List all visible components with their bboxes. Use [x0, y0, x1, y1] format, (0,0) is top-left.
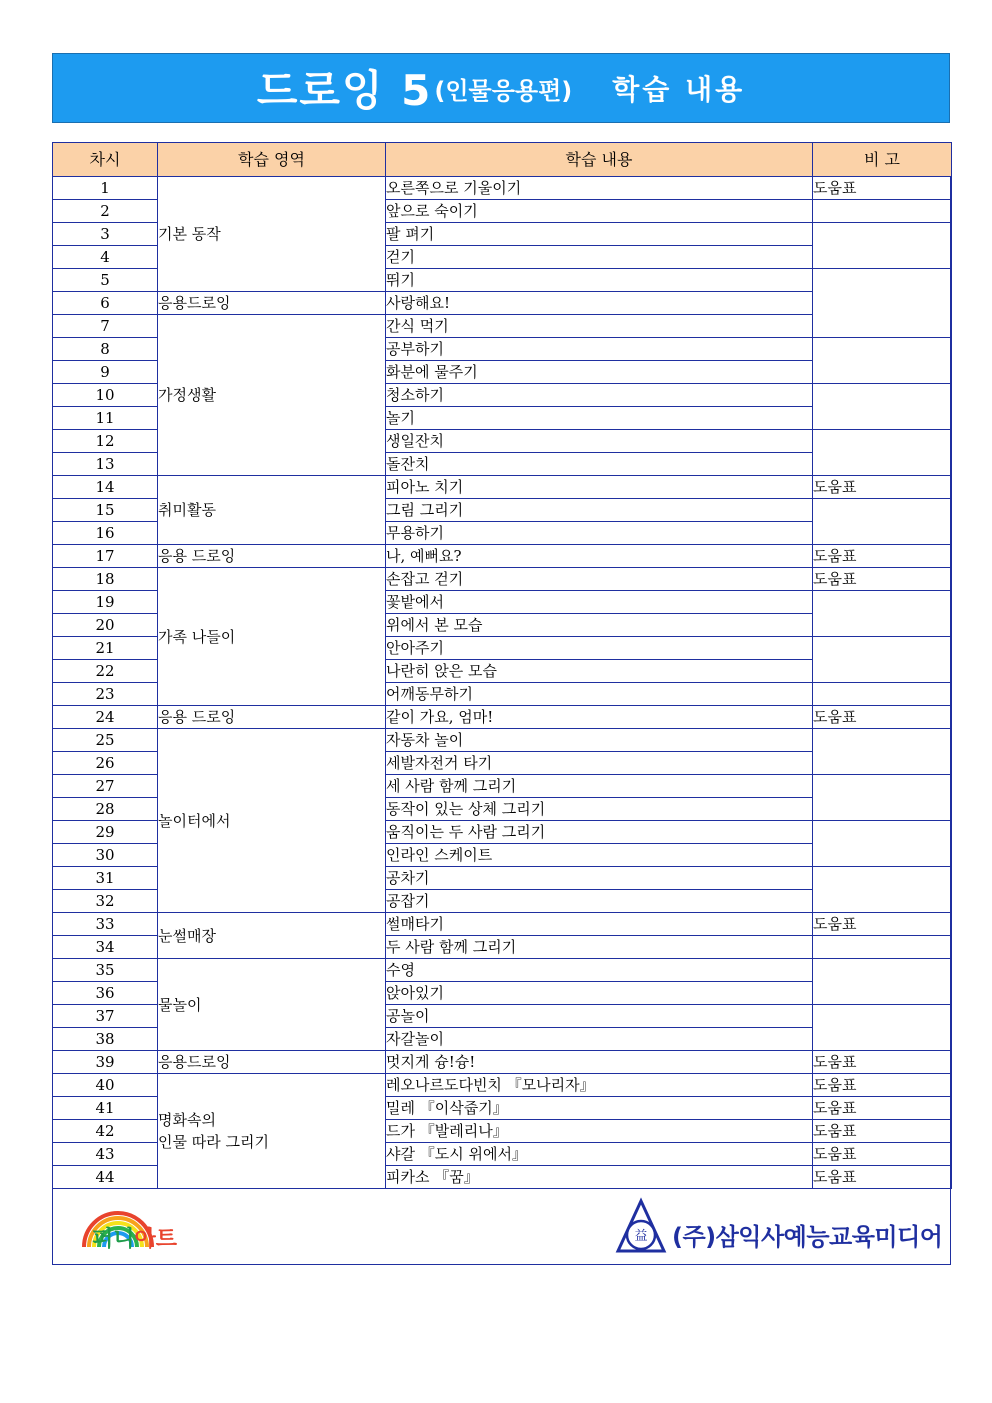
row-content: 세 사람 함께 그리기 [386, 775, 813, 798]
row-num: 31 [53, 867, 158, 890]
row-content: 놀기 [386, 407, 813, 430]
row-content: 자갈놀이 [386, 1028, 813, 1051]
row-num: 19 [53, 591, 158, 614]
row-content: 수영 [386, 959, 813, 982]
row-num: 32 [53, 890, 158, 913]
row-num: 35 [53, 959, 158, 982]
row-content: 피카소 『꿈』 [386, 1166, 813, 1189]
row-num: 39 [53, 1051, 158, 1074]
table-row [53, 177, 952, 200]
row-num: 20 [53, 614, 158, 637]
row-note [813, 200, 952, 223]
header-num: 차시 [53, 143, 158, 177]
table-row [53, 1074, 952, 1097]
header-content: 학습 내용 [386, 143, 813, 177]
row-num: 30 [53, 844, 158, 867]
row-num: 41 [53, 1097, 158, 1120]
table-row [53, 568, 952, 591]
row-content: 뛰기 [386, 269, 813, 292]
row-note: 도움표 [813, 1143, 952, 1166]
row-num: 21 [53, 637, 158, 660]
row-note [813, 384, 952, 430]
row-content: 앞으로 숙이기 [386, 200, 813, 223]
row-note: 도움표 [813, 1120, 952, 1143]
row-content: 두 사람 함께 그리기 [386, 936, 813, 959]
row-num: 10 [53, 384, 158, 407]
area-cell: 물놀이 [158, 959, 386, 1051]
table-row [53, 476, 952, 499]
row-note: 도움표 [813, 913, 952, 936]
row-content: 드가 『발레리나』 [386, 1120, 813, 1143]
row-content: 위에서 본 모습 [386, 614, 813, 637]
row-note [813, 867, 952, 913]
row-content: 나, 예뻐요? [386, 545, 813, 568]
row-note [813, 683, 952, 706]
funnyart-logo-text: 퍼니아트 [92, 1227, 178, 1252]
row-num: 38 [53, 1028, 158, 1051]
area-cell-masterpiece [158, 1074, 386, 1189]
row-content: 안아주기 [386, 637, 813, 660]
row-note: 도움표 [813, 568, 952, 591]
row-num: 18 [53, 568, 158, 591]
row-note [813, 499, 952, 545]
row-num: 42 [53, 1120, 158, 1143]
row-num: 7 [53, 315, 158, 338]
row-num: 3 [53, 223, 158, 246]
row-note [813, 1005, 952, 1051]
area-cell: 응용 드로잉 [158, 706, 386, 729]
row-note: 도움표 [813, 1051, 952, 1074]
row-content: 화분에 물주기 [386, 361, 813, 384]
area-line: 명화속의 [158, 1111, 216, 1129]
row-num: 17 [53, 545, 158, 568]
curriculum-table [52, 142, 952, 1189]
row-content: 무용하기 [386, 522, 813, 545]
row-content: 어깨동무하기 [386, 683, 813, 706]
row-num: 15 [53, 499, 158, 522]
row-num: 8 [53, 338, 158, 361]
row-note [813, 430, 952, 476]
row-content: 청소하기 [386, 384, 813, 407]
row-content: 걷기 [386, 246, 813, 269]
table-row [53, 913, 952, 936]
row-content: 생일잔치 [386, 430, 813, 453]
row-num: 29 [53, 821, 158, 844]
area-cell: 기본 동작 [158, 177, 386, 292]
row-num: 5 [53, 269, 158, 292]
company-name: (주)삼익사예능교육미디어 [672, 1223, 943, 1251]
row-num: 34 [53, 936, 158, 959]
row-num: 13 [53, 453, 158, 476]
row-num: 43 [53, 1143, 158, 1166]
row-note [813, 821, 952, 867]
row-num: 12 [53, 430, 158, 453]
row-content: 오른쪽으로 기울이기 [386, 177, 813, 200]
table-row [53, 1051, 952, 1074]
row-num: 11 [53, 407, 158, 430]
row-num: 6 [53, 292, 158, 315]
row-note: 도움표 [813, 706, 952, 729]
table-header-row [53, 143, 952, 177]
page-title-right: 학습 내용 [612, 73, 746, 106]
row-note [813, 223, 952, 269]
row-content: 그림 그리기 [386, 499, 813, 522]
table-row [53, 706, 952, 729]
row-content: 공차기 [386, 867, 813, 890]
row-note [813, 729, 952, 775]
row-content: 피아노 치기 [386, 476, 813, 499]
table-row [53, 959, 952, 982]
row-content: 사랑해요! [386, 292, 813, 315]
row-num: 37 [53, 1005, 158, 1028]
row-num: 26 [53, 752, 158, 775]
row-num: 27 [53, 775, 158, 798]
row-num: 23 [53, 683, 158, 706]
area-line: 인물 따라 그리기 [158, 1133, 269, 1151]
table-row [53, 545, 952, 568]
row-content: 공놀이 [386, 1005, 813, 1028]
table-row [53, 729, 952, 752]
header-note: 비 고 [813, 143, 952, 177]
row-note [813, 591, 952, 637]
row-num: 44 [53, 1166, 158, 1189]
row-num: 36 [53, 982, 158, 1005]
row-note [813, 775, 952, 821]
area-cell: 눈썰매장 [158, 913, 386, 959]
row-num: 40 [53, 1074, 158, 1097]
row-num: 25 [53, 729, 158, 752]
title-bar [52, 53, 950, 123]
row-num: 4 [53, 246, 158, 269]
row-content: 움직이는 두 사람 그리기 [386, 821, 813, 844]
row-note [813, 269, 952, 338]
row-content: 앉아있기 [386, 982, 813, 1005]
row-content: 같이 가요, 엄마! [386, 706, 813, 729]
area-cell: 취미활동 [158, 476, 386, 545]
page-title: 드로잉 5 [256, 66, 433, 115]
row-content: 샤갈 『도시 위에서』 [386, 1143, 813, 1166]
row-note: 도움표 [813, 1074, 952, 1097]
row-note [813, 959, 952, 1005]
row-num: 9 [53, 361, 158, 384]
row-note: 도움표 [813, 476, 952, 499]
row-content: 자동차 놀이 [386, 729, 813, 752]
page-subtitle: (인물응용편) [434, 76, 573, 105]
footer [52, 1189, 951, 1265]
row-note: 도움표 [813, 1097, 952, 1120]
area-cell: 놀이터에서 [158, 729, 386, 913]
row-content: 동작이 있는 상체 그리기 [386, 798, 813, 821]
row-content: 돌잔치 [386, 453, 813, 476]
area-cell: 응용 드로잉 [158, 545, 386, 568]
row-content: 꽃밭에서 [386, 591, 813, 614]
area-cell: 가정생활 [158, 315, 386, 476]
row-content: 레오나르도다빈치 『모나리자』 [386, 1074, 813, 1097]
row-content: 밀레 『이삭줍기』 [386, 1097, 813, 1120]
row-note: 도움표 [813, 545, 952, 568]
row-num: 2 [53, 200, 158, 223]
row-content: 공잡기 [386, 890, 813, 913]
svg-text:益: 益 [634, 1229, 648, 1244]
row-note [813, 936, 952, 959]
row-num: 16 [53, 522, 158, 545]
row-note [813, 637, 952, 683]
row-num: 1 [53, 177, 158, 200]
row-num: 14 [53, 476, 158, 499]
row-content: 인라인 스케이트 [386, 844, 813, 867]
row-num: 22 [53, 660, 158, 683]
area-cell: 응용드로잉 [158, 1051, 386, 1074]
row-content: 손잡고 걷기 [386, 568, 813, 591]
area-cell: 가족 나들이 [158, 568, 386, 706]
row-num: 28 [53, 798, 158, 821]
row-content: 썰매타기 [386, 913, 813, 936]
row-content: 세발자전거 타기 [386, 752, 813, 775]
row-content: 팔 펴기 [386, 223, 813, 246]
row-num: 24 [53, 706, 158, 729]
row-content: 나란히 앉은 모습 [386, 660, 813, 683]
row-content: 간식 먹기 [386, 315, 813, 338]
row-content: 멋지게 슝!슝! [386, 1051, 813, 1074]
area-cell: 응용드로잉 [158, 292, 386, 315]
header-area: 학습 영역 [158, 143, 386, 177]
row-num: 33 [53, 913, 158, 936]
row-content: 공부하기 [386, 338, 813, 361]
row-note: 도움표 [813, 1166, 952, 1189]
row-note: 도움표 [813, 177, 952, 200]
row-note [813, 338, 952, 384]
samik-emblem-icon [614, 1197, 668, 1257]
